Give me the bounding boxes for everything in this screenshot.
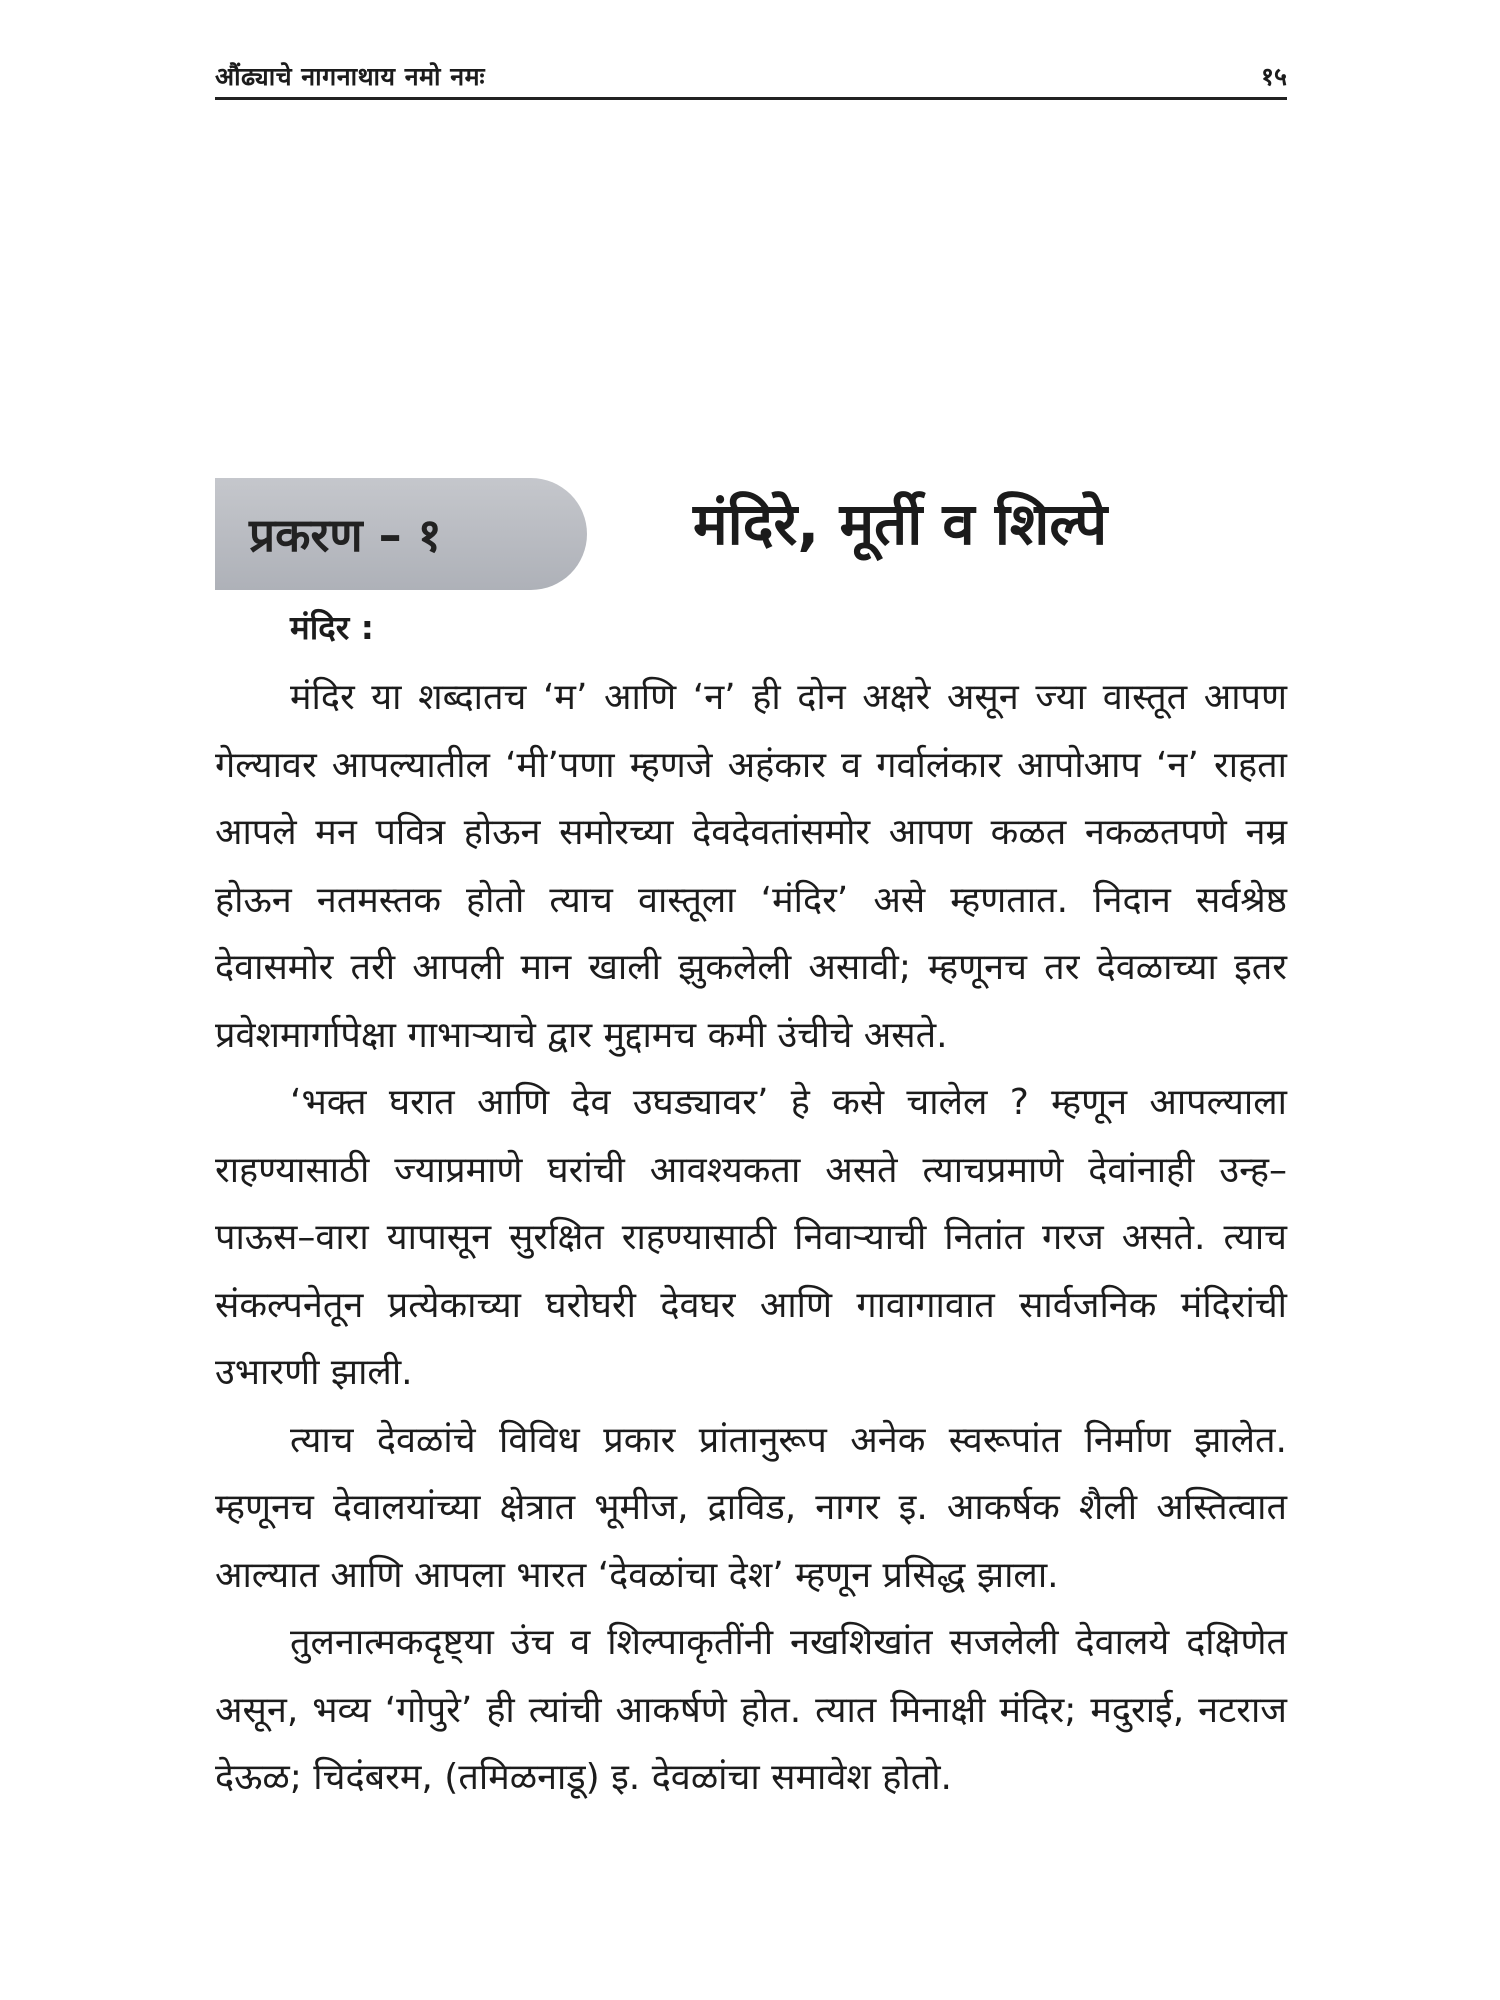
paragraph: त्याच देवळांचे विविध प्रकार प्रांतानुरूप अनेक स्वरूपांत निर्माण झालेत. म्हणूनच देवालयांच्या क्षेत्रात भूमीज, द्राविड, नागर इ. आकर्षक शैली अस्तित्वात आल्यात आणि आपला भारत ‘देवळांचा देश’ म्हणून प्रसिद्ध झाला. <box>215 1419 1287 1596</box>
paragraph: मंदिर या शब्दातच ‘म’ आणि ‘न’ ही दोन अक्षरे असून ज्या वास्तूत आपण गेल्यावर आपल्यातील ‘मी’पणा म्हणजे अहंकार व गर्वालंकार आपोआप ‘न’ राहता आपले मन पवित्र होऊन समोरच्या देवदेवतांसमोर आपण कळत नकळतपणे नम्र होऊन नतमस्तक होतो त्याच वास्तूला ‘मंदिर’ असे म्हणतात. निदान सर्वश्रेष्ठ देवासमोर तरी आपली मान खाली झुकलेली असावी; म्हणूनच तर देवळाच्या इतर प्रवेशमार्गापेक्षा गाभाऱ्याचे द्वार मुद्दामच कमी उंचीचे असते. <box>215 677 1287 1056</box>
chapter-heading <box>215 478 1287 593</box>
paragraph: ‘भक्त घरात आणि देव उघड्यावर’ हे कसे चालेल ? म्हणून आपल्याला राहण्यासाठी ज्याप्रमाणे घरांची आवश्यकता असते त्याचप्रमाणे देवांनाही उन्ह–पाऊस–वारा यापासून सुरक्षित राहण्यासाठी निवाऱ्याची नितांत गरज असते. त्याच संकल्पनेतून प्रत्येकाच्या घरोघरी देवघर आणि गावागावात सार्वजनिक मंदिरांची उभारणी झाली. <box>215 1082 1287 1393</box>
running-header <box>215 56 1287 100</box>
body-text <box>215 664 1287 1812</box>
chapter-title: मंदिरे, मूर्ती व शिल्पे <box>693 490 1108 558</box>
running-title: औंढ्याचे नागनाथाय नमो नमः <box>215 62 486 91</box>
book-page <box>215 0 1287 2000</box>
chapter-badge-label: प्रकरण – १ <box>249 508 442 562</box>
section-heading: मंदिर : <box>290 608 374 647</box>
page-number: १५ <box>1260 62 1287 91</box>
chapter-badge <box>215 478 587 590</box>
paragraph: तुलनात्मकदृष्ट्या उंच व शिल्पाकृतींनी नखशिखांत सजलेली देवालये दक्षिणेत असून, भव्य ‘गोपुरे’ ही त्यांची आकर्षणे होत. त्यात मिनाक्षी मंदिर; मदुराई, नटराज देऊळ; चिदंबरम, (तमिळनाडू) इ. देवळांचा समावेश होतो. <box>215 1622 1287 1798</box>
